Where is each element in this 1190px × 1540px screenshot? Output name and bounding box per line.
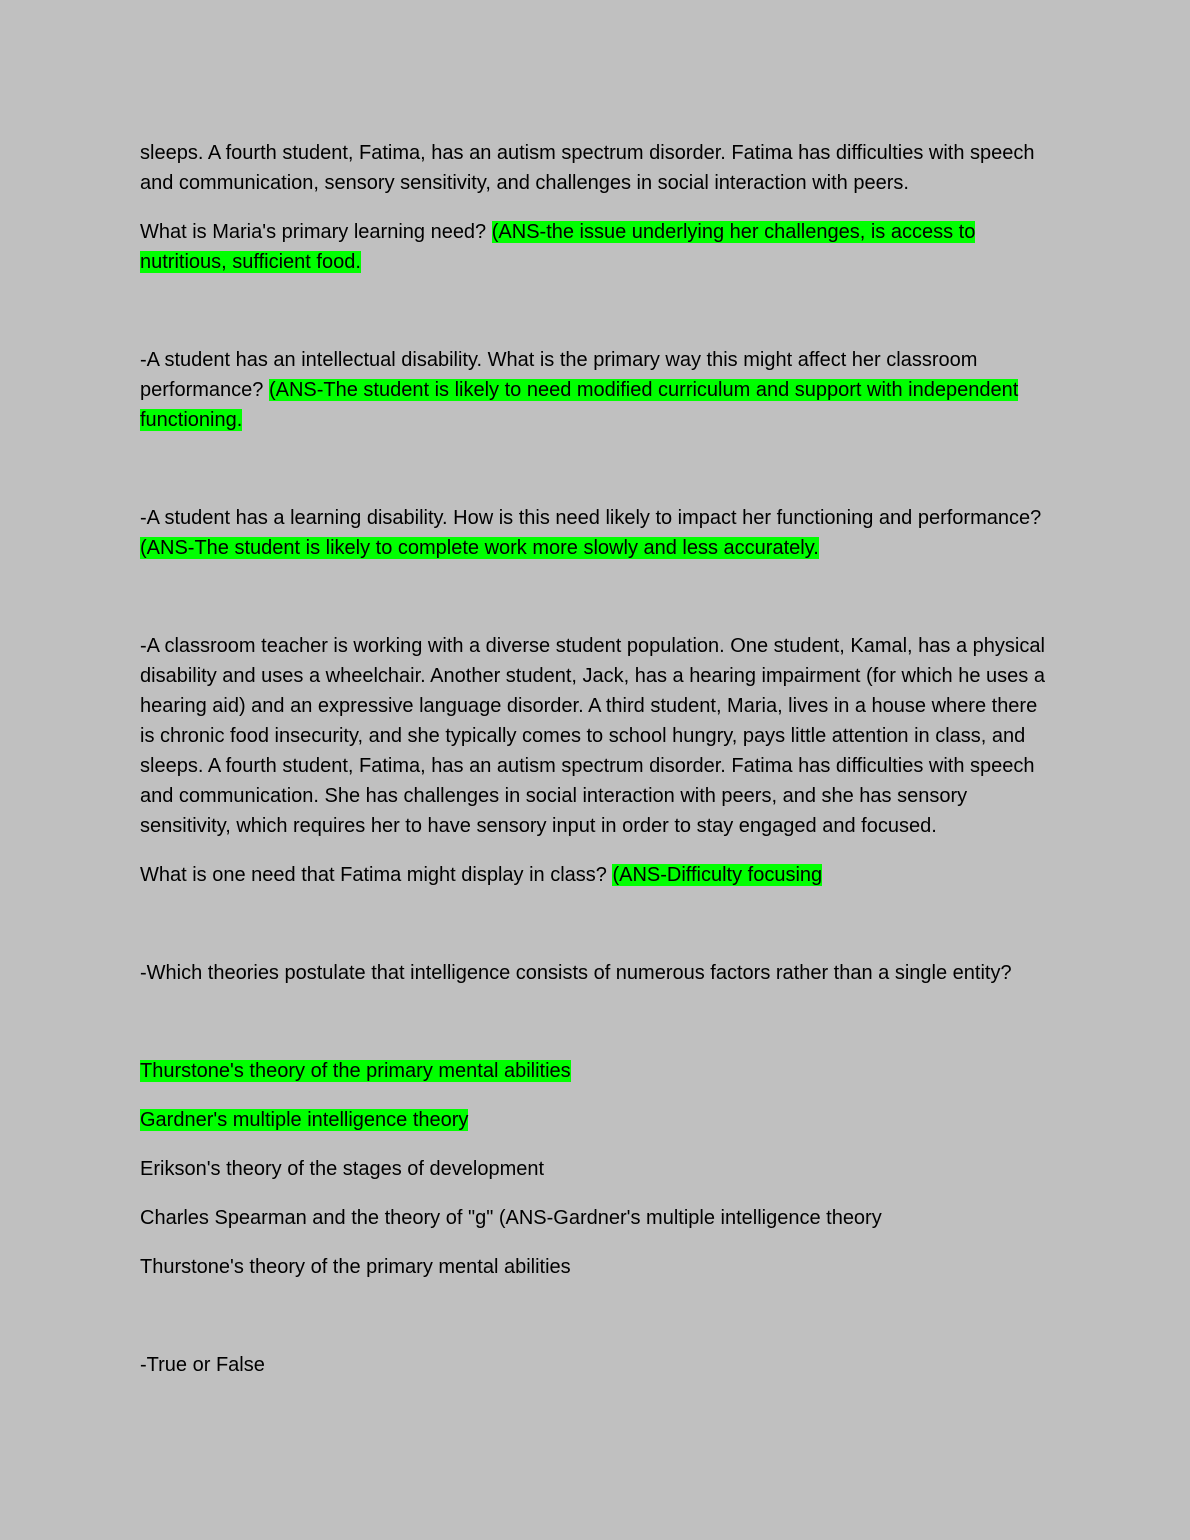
fatima-question: What is one need that Fatima might display in class? — [140, 864, 613, 886]
learning-answer-highlight: (ANS-The student is likely to complete work more slowly and less accurately. — [140, 537, 819, 559]
option-item — [140, 1105, 1052, 1135]
learning-question-paragraph — [140, 503, 1052, 563]
true-false-paragraph: -True or False — [140, 1354, 265, 1376]
maria-answer-highlight: (ANS-the issue underlying her challenges, is access to nutritious, sufficient food. — [140, 221, 976, 273]
option-item: Erikson's theory of the stages of development — [140, 1158, 545, 1180]
learning-question: -A student has a learning disability. How is this need likely to impact her functioning and performance? — [140, 507, 1042, 529]
intellectual-question-paragraph — [140, 345, 1052, 435]
intelligence-question-paragraph: -Which theories postulate that intelligence consists of numerous factors rather than a single entity? — [140, 962, 1012, 984]
document-content — [140, 138, 1052, 1399]
option-highlight: Thurstone's theory of the primary mental abilities — [140, 1060, 571, 1082]
intellectual-answer-highlight: (ANS-The student is likely to need modified curriculum and support with independent functioning. — [140, 379, 1019, 431]
maria-question-paragraph — [140, 217, 1052, 277]
fatima-question-paragraph — [140, 860, 1052, 890]
option-item — [140, 1056, 1052, 1086]
option-item: Charles Spearman and the theory of "g" (ANS-Gardner's multiple intelligence theory — [140, 1207, 882, 1229]
maria-question: What is Maria's primary learning need? — [140, 221, 492, 243]
fatima-answer-highlight: (ANS-Difficulty focusing — [612, 864, 823, 886]
spacer — [140, 582, 1052, 631]
intellectual-question: -A student has an intellectual disability. What is the primary way this might affect her classroom performance? — [140, 349, 978, 401]
spacer — [140, 1007, 1052, 1056]
spacer — [140, 296, 1052, 345]
spacer — [140, 909, 1052, 958]
spacer — [140, 1301, 1052, 1350]
fatima-scenario-paragraph: -A classroom teacher is working with a diverse student population. One student, Kamal, has a physical disability and uses a wheelchair. Another student, Jack, has a hearing impairment (for which he uses a hearing aid) and an expressive language disorder. A third student, Maria, lives in a house where there is chronic food insecurity, and she typically comes to school hungry, pays little attention in class, and sleeps. A fourth student, Fatima, has an autism spectrum disorder. Fatima has difficulties with speech and communication. She has challenges in social interaction with peers, and she has sensory sensitivity, which requires her to have sensory input in order to stay engaged and focused. — [140, 635, 1045, 837]
option-item: Thurstone's theory of the primary mental abilities — [140, 1256, 571, 1278]
spacer — [140, 454, 1052, 503]
option-highlight: Gardner's multiple intelligence theory — [140, 1109, 469, 1131]
intro-paragraph: sleeps. A fourth student, Fatima, has an autism spectrum disorder. Fatima has difficulties with speech and communication, sensory sensitivity, and challenges in social interaction with peers. — [140, 142, 1035, 194]
